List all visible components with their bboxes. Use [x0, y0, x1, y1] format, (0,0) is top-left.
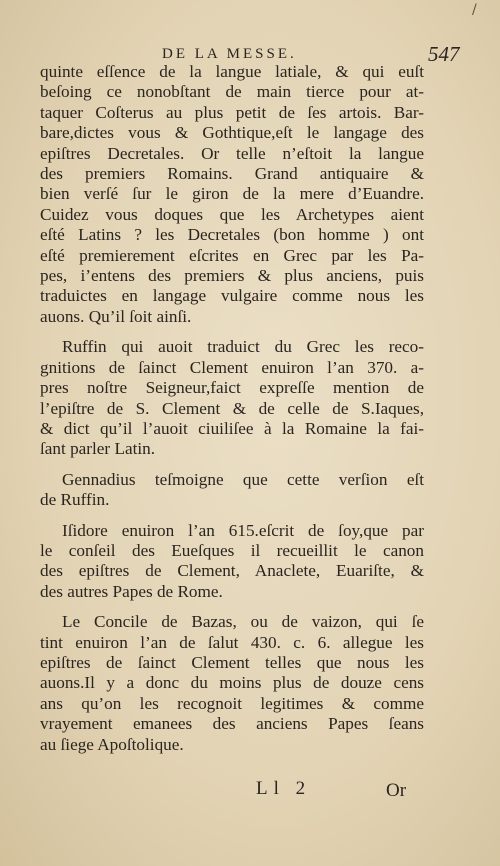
page-footer: [0, 778, 500, 808]
text-line: auons.Il y a donc du moins plus de douze cens: [40, 673, 424, 693]
text-line: pres noſtre Seigneur,faict expreſſe mention de: [40, 378, 424, 398]
text-line: Ruffin qui auoit traduict du Grec les reco-: [62, 337, 424, 357]
text-line: des epiſtres de Clement, Anaclete, Euariſte, &: [40, 561, 424, 581]
text-line: & dict qu’il l’auoit ciuiliſee à la Romaine la fai-: [40, 418, 424, 438]
text-line: bien verſé ſur le giron de la mere d’Euandre.: [40, 184, 424, 204]
corner-mark: /: [472, 2, 477, 18]
text-line: gnitions de ſainct Clement enuiron l’an 370. a-: [40, 357, 424, 377]
text-line: au ſiege Apoſtolique.: [40, 734, 184, 754]
paragraph: [40, 62, 424, 327]
text-line: traduictes en langage vulgaire comme nous les: [40, 286, 424, 306]
text-line: eſté premierement eſcrites en Grec par les Pa-: [40, 245, 424, 265]
body-text: [40, 62, 424, 755]
paragraph: [40, 470, 424, 511]
text-line: taquer Coſterus au plus petit de ſes artois. Bar-: [40, 102, 424, 122]
text-line: auons. Qu’il ſoit ainſi.: [40, 306, 192, 326]
text-line: Cuidez vous doques que les Archetypes aient: [40, 204, 424, 224]
text-line: pes, i’entens des premiers & plus anciens, puis: [40, 266, 424, 286]
text-line: Gennadius teſmoigne que cette verſion eſt: [62, 469, 424, 489]
paragraph: [40, 521, 424, 603]
text-line: beſoing ce nonobſtant de main tierce pour at-: [40, 82, 424, 102]
text-line: ans qu’on les recognoit legitimes & comme: [40, 693, 424, 713]
signature-mark: Ll 2: [256, 778, 312, 799]
text-line: bare,dictes vous & Gothtique,eſt le langage des: [40, 123, 424, 143]
text-line: vrayement emanees des anciens Papes ſeans: [40, 714, 424, 734]
running-head: DE LA MESSE.: [162, 46, 297, 62]
paragraph: [40, 337, 424, 459]
page-number: 547: [428, 42, 460, 66]
text-line: epiſtres Decretales. Or telle n’eſtoit la langue: [40, 143, 424, 163]
text-line: Le Concile de Bazas, ou de vaizon, qui ſe: [62, 612, 424, 632]
text-line: tint enuiron l’an de ſalut 430. c. 6. allegue les: [40, 632, 424, 652]
text-line: des autres Papes de Rome.: [40, 581, 223, 601]
text-line: le conſeil des Eueſques il recueillit le canon: [40, 540, 424, 560]
text-line: des premiers Romains. Grand antiquaire &: [40, 164, 424, 184]
text-line: quinte eſſence de la langue latiale, & qui euſt: [40, 62, 424, 81]
text-line: Iſidore enuiron l’an 615.eſcrit de ſoy,que par: [62, 520, 424, 540]
text-line: eſté Latins ? les Decretales (bon homme ) ont: [40, 225, 424, 245]
text-line: ſant parler Latin.: [40, 439, 156, 459]
text-line: l’epiſtre de S. Clement & de celle de S.Iaques,: [40, 398, 424, 418]
paragraph: [40, 612, 424, 755]
text-line: de Ruffin.: [40, 490, 110, 510]
catchword: Or: [386, 780, 407, 801]
text-line: epiſtres de ſainct Clement telles que nous les: [40, 652, 424, 672]
